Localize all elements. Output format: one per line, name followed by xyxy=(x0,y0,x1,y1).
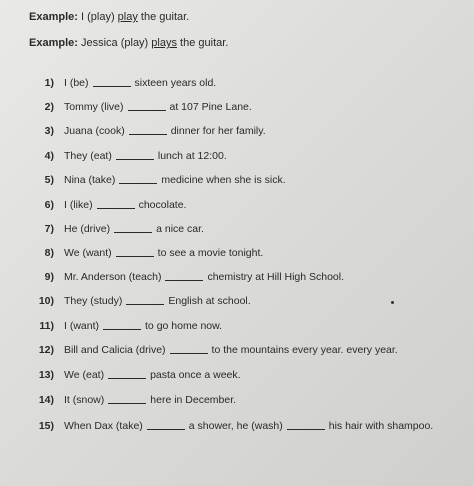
example-1-rest: the guitar. xyxy=(140,11,190,23)
item-number: 8) xyxy=(44,247,54,259)
answer-blank[interactable] xyxy=(147,419,185,430)
item-number: 4) xyxy=(44,150,54,162)
item-number: 13) xyxy=(38,369,54,381)
exercise-item-9 xyxy=(32,270,344,284)
example-2 xyxy=(29,37,228,49)
example-2-prompt: Jessica (play) xyxy=(80,37,149,49)
item-number: 15) xyxy=(38,420,54,432)
exercise-item-2 xyxy=(32,100,252,114)
example-1-answer: play xyxy=(117,11,138,23)
item-prompt: We (want) xyxy=(64,247,112,259)
item-number: 6) xyxy=(44,199,54,211)
exercise-item-11 xyxy=(32,319,222,333)
item-prompt: Bill and Calicia (drive) xyxy=(64,344,166,356)
item-rest: at 107 Pine Lane. xyxy=(169,101,252,113)
answer-blank[interactable] xyxy=(103,319,141,330)
item-prompt: He (drive) xyxy=(64,223,111,235)
item-number: 11) xyxy=(39,320,54,332)
item-number: 10) xyxy=(38,295,54,307)
exercise-item-15 xyxy=(32,419,433,433)
answer-blank[interactable] xyxy=(108,393,146,404)
exercise-item-13 xyxy=(32,368,241,382)
item-prompt: I (want) xyxy=(64,320,100,332)
item-number: 9) xyxy=(44,271,54,283)
answer-blank[interactable] xyxy=(97,198,135,209)
exercise-item-10 xyxy=(32,294,251,308)
item-rest: a nice car. xyxy=(156,223,204,235)
answer-blank[interactable] xyxy=(126,294,164,305)
exercise-item-8 xyxy=(32,246,263,260)
item-prompt: Tommy (live) xyxy=(64,101,124,113)
item-number: 5) xyxy=(44,174,54,186)
item-number: 7) xyxy=(44,223,54,235)
item-rest: sixteen years old. xyxy=(134,77,217,89)
answer-blank[interactable] xyxy=(116,149,154,160)
exercise-item-14 xyxy=(32,393,236,407)
item-rest: his hair with shampoo. xyxy=(328,420,434,432)
item-prompt: Juana (cook) xyxy=(64,125,125,137)
item-prompt: They (eat) xyxy=(64,150,112,162)
example-2-rest: the guitar. xyxy=(180,37,229,49)
item-rest: medicine when she is sick. xyxy=(161,174,286,186)
answer-blank[interactable] xyxy=(128,100,166,111)
item-number: 2) xyxy=(44,101,54,113)
ink-dot xyxy=(391,301,394,304)
item-rest: to see a movie tonight. xyxy=(157,247,264,259)
exercise-item-7 xyxy=(32,222,204,236)
exercise-item-12 xyxy=(32,343,398,357)
example-1-prompt: I (play) xyxy=(80,11,115,23)
item-prompt: We (eat) xyxy=(64,369,105,381)
item-number: 14) xyxy=(38,394,54,406)
item-middle: a shower, he (wash) xyxy=(188,420,283,432)
item-prompt: They (study) xyxy=(64,295,123,307)
answer-blank-2[interactable] xyxy=(287,419,325,430)
example-1-label: Example: xyxy=(29,11,78,23)
answer-blank[interactable] xyxy=(129,124,167,135)
item-number: 3) xyxy=(44,125,54,137)
answer-blank[interactable] xyxy=(170,343,208,354)
item-rest: English at school. xyxy=(168,295,251,307)
item-rest: chemistry at Hill High School. xyxy=(207,271,345,283)
item-rest: pasta once a week. xyxy=(150,369,241,381)
item-prompt: When Dax (take) xyxy=(64,420,143,432)
exercise-item-1 xyxy=(32,76,216,90)
item-prompt: It (snow) xyxy=(64,394,105,406)
answer-blank[interactable] xyxy=(93,76,131,87)
item-prompt: Nina (take) xyxy=(64,174,116,186)
exercise-item-6 xyxy=(32,198,186,212)
answer-blank[interactable] xyxy=(108,368,146,379)
item-rest: lunch at 12:00. xyxy=(157,150,227,162)
item-prompt: Mr. Anderson (teach) xyxy=(64,271,162,283)
item-rest: chocolate. xyxy=(138,199,187,211)
item-rest: to the mountains every year. every year. xyxy=(211,344,398,356)
answer-blank[interactable] xyxy=(114,222,152,233)
answer-blank[interactable] xyxy=(116,246,154,257)
item-prompt: I (like) xyxy=(64,199,93,211)
exercise-item-5 xyxy=(32,173,286,187)
item-number: 1) xyxy=(44,77,54,89)
item-rest: here in December. xyxy=(150,394,237,406)
answer-blank[interactable] xyxy=(165,270,203,281)
item-prompt: I (be) xyxy=(64,77,89,89)
answer-blank[interactable] xyxy=(119,173,157,184)
item-rest: dinner for her family. xyxy=(170,125,266,137)
example-2-answer: plays xyxy=(151,37,177,49)
example-2-label: Example: xyxy=(29,37,78,49)
item-number: 12) xyxy=(38,344,54,356)
exercise-item-4 xyxy=(32,149,227,163)
item-rest: to go home now. xyxy=(145,320,223,332)
exercise-item-3 xyxy=(32,124,266,138)
example-1 xyxy=(29,11,189,23)
